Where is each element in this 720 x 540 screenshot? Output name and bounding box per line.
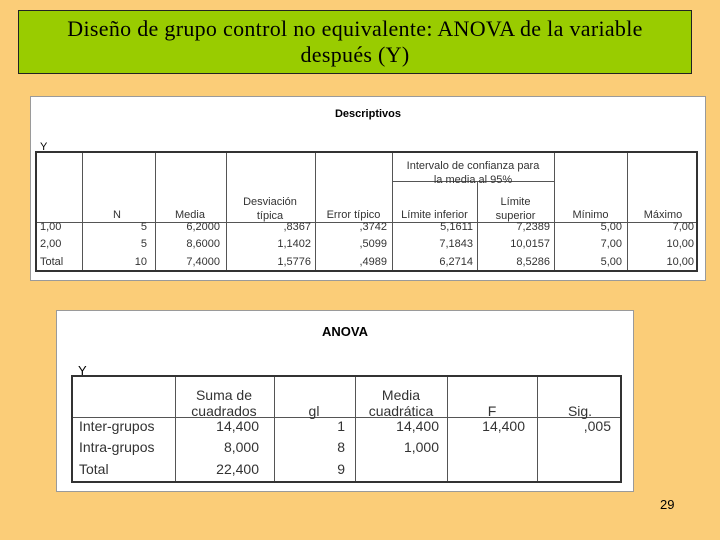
row-label: 2,00 (40, 238, 62, 250)
cell-limite-superior: 8,5286 (516, 256, 550, 268)
row-label: Inter-grupos (79, 418, 155, 434)
header-limite-inferior: Límite inferior (401, 209, 468, 221)
cell-gl: 9 (337, 461, 345, 477)
header-gl: gl (308, 403, 320, 419)
cell-n: 5 (140, 238, 147, 250)
header-limite-superior (478, 195, 553, 223)
cell-error: ,3742 (359, 221, 387, 233)
header-media-line2: cuadrática (368, 403, 434, 419)
anova-table (56, 310, 634, 492)
header-f: F (487, 403, 497, 419)
anova-grid (71, 375, 622, 483)
cell-sig: ,005 (583, 418, 611, 434)
header-n: N (113, 209, 121, 221)
cell-minimo: 5,00 (600, 221, 622, 233)
header-media-cuadratica (356, 387, 446, 419)
cell-minimo: 5,00 (600, 256, 622, 268)
header-minimo: Mínimo (572, 209, 609, 221)
header-interval-line1: Intervalo de confianza para (406, 160, 540, 172)
cell-gl: 1 (337, 418, 345, 434)
cell-limite-superior: 10,0157 (510, 238, 550, 250)
descriptivos-variable-label: Y (40, 141, 48, 153)
cell-limite-superior: 7,2389 (516, 221, 550, 233)
cell-media: 8,6000 (186, 238, 220, 250)
row-label: Intra-grupos (79, 439, 155, 455)
slide-title-line1: Diseño de grupo control no equivalente: ANOVA de la variable (67, 16, 643, 41)
anova-variable-label: Y (78, 363, 87, 378)
header-suma-line2: cuadrados (191, 403, 257, 419)
cell-n: 10 (134, 256, 147, 268)
cell-error: ,5099 (359, 238, 387, 250)
cell-desviacion: ,8367 (283, 221, 311, 233)
slide-title-line2: después (Y) (300, 42, 410, 67)
header-desviacion-line2: típica (256, 210, 284, 222)
header-error: Error típico (326, 209, 381, 221)
cell-limite-inferior: 6,2714 (439, 256, 473, 268)
header-suma-cuadrados (176, 387, 272, 419)
header-media: Media (175, 209, 205, 221)
cell-maximo: 10,00 (666, 256, 694, 268)
header-media-line1: Media (381, 387, 421, 403)
header-suma-line1: Suma de (195, 387, 253, 403)
cell-error: ,4989 (359, 256, 387, 268)
anova-title: ANOVA (322, 324, 368, 339)
row-label: Total (79, 461, 109, 477)
cell-media: 14,400 (396, 418, 439, 434)
page-number: 29 (660, 497, 675, 512)
header-maximo: Máximo (643, 209, 683, 221)
descriptivos-grid (35, 151, 698, 272)
cell-desviacion: 1,5776 (277, 256, 311, 268)
slide-title (18, 10, 692, 74)
cell-maximo: 7,00 (672, 221, 694, 233)
row-label: Total (40, 256, 64, 268)
header-limite-superior-line2: superior (495, 210, 536, 222)
descriptivos-title: Descriptivos (334, 108, 402, 120)
header-desviacion (227, 195, 313, 223)
cell-media: 1,000 (403, 439, 439, 455)
cell-suma: 14,400 (216, 418, 259, 434)
header-sig: Sig. (567, 403, 593, 419)
cell-limite-inferior: 7,1843 (439, 238, 473, 250)
cell-desviacion: 1,1402 (277, 238, 311, 250)
cell-media: 7,4000 (186, 256, 220, 268)
header-interval (393, 159, 553, 187)
cell-n: 5 (140, 221, 147, 233)
cell-minimo: 7,00 (600, 238, 622, 250)
cell-suma: 8,000 (223, 439, 259, 455)
cell-gl: 8 (337, 439, 345, 455)
header-desviacion-line1: Desviación (243, 196, 297, 208)
header-interval-line2: la media al 95% (433, 174, 513, 186)
header-limite-superior-line1: Límite (500, 196, 531, 208)
cell-media: 6,2000 (186, 221, 220, 233)
cell-f: 14,400 (482, 418, 525, 434)
cell-limite-inferior: 5,1611 (440, 221, 473, 233)
cell-suma: 22,400 (216, 461, 259, 477)
cell-maximo: 10,00 (666, 238, 694, 250)
descriptivos-table (30, 96, 706, 281)
row-label: 1,00 (40, 221, 62, 233)
grid-line (82, 153, 83, 270)
